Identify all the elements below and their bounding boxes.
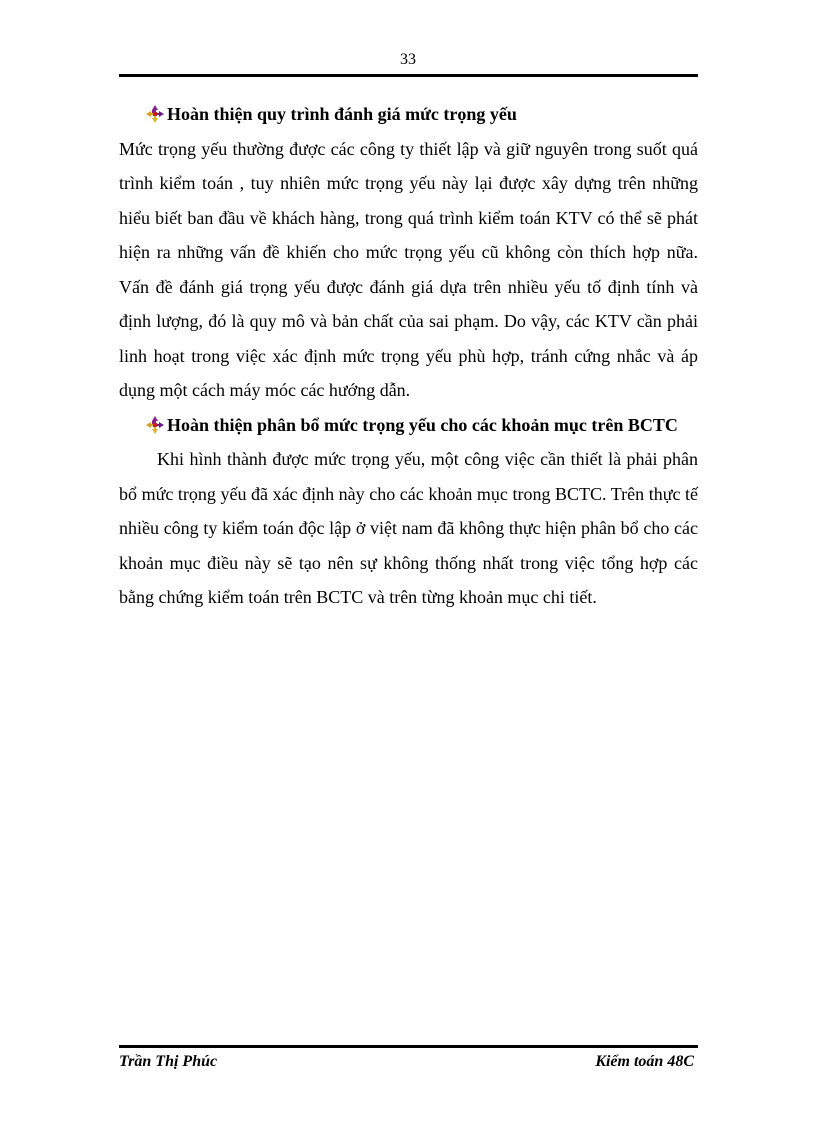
section-heading-1 xyxy=(119,97,698,132)
footer-author: Trần Thị Phúc xyxy=(119,1053,218,1070)
section-heading-2 xyxy=(119,408,698,443)
footer-class: Kiểm toán 48C xyxy=(595,1053,694,1070)
page-footer xyxy=(119,1052,694,1072)
footer-rule xyxy=(119,1045,698,1048)
page-number: 33 xyxy=(400,51,416,68)
section-paragraph-1: Mức trọng yếu thường được các công ty thiết lập và giữ nguyên trong suốt quá trình kiểm toán , tuy nhiên mức trọng yếu này lại được xây dựng trên những hiểu biết ban đầu về khách hàng, trong quá trình kiểm toán KTV có thể sẽ phát hiện ra những vấn đề khiến cho mức trọng yếu cũ không còn thích hợp nữa. Vấn đề đánh giá trọng yếu được đánh giá dựa trên nhiều yếu tố định tính và định lượng, đó là quy mô và bản chất của sai phạm. Do vậy, các KTV cần phải linh hoạt trong việc xác định mức trọng yếu phù hợp, tránh cứng nhắc và áp dụng một cách máy móc các hướng dẫn. xyxy=(119,138,698,400)
section-heading-2-text: Hoàn thiện phân bổ mức trọng yếu cho các khoản mục trên BCTC xyxy=(167,414,678,435)
section-heading-1-text: Hoàn thiện quy trình đánh giá mức trọng yếu xyxy=(167,104,517,124)
four-arrow-bullet-icon xyxy=(146,416,164,434)
header-rule xyxy=(119,74,698,77)
document-body xyxy=(119,97,698,615)
section-paragraph-2: Khi hình thành được mức trọng yếu, một công việc cần thiết là phải phân bổ mức trọng yếu đã xác định này cho các khoản mục trong BCTC. Trên thực tế nhiều công ty kiểm toán độc lập ở việt nam đã không thực hiện phân bổ cho các khoản mục điều này sẽ tạo nên sự không thống nhất trong việc tổng hợp các bằng chứng kiểm toán trên BCTC và trên từng khoản mục chi tiết. xyxy=(119,449,698,607)
four-arrow-bullet-icon xyxy=(146,105,164,123)
